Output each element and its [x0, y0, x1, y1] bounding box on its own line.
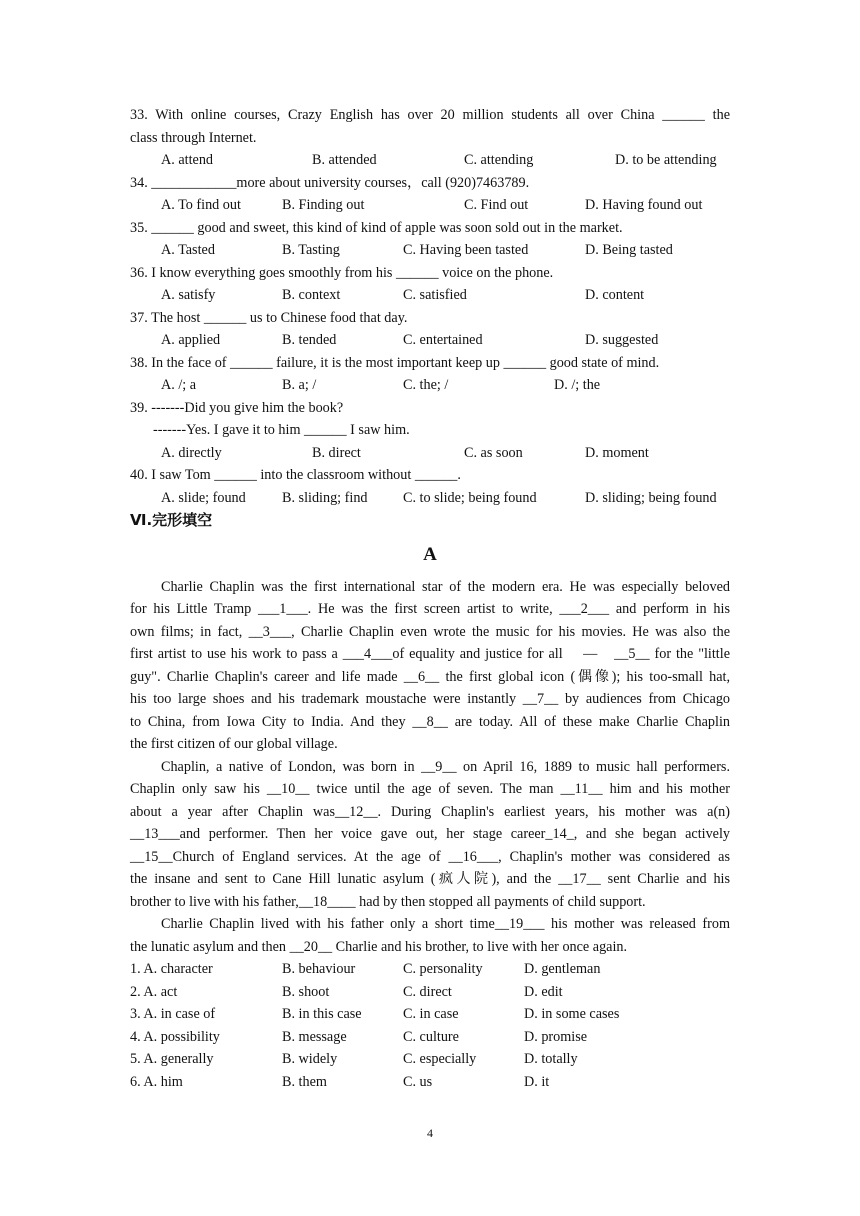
- question-text: 34. ____________more about university courses，call (920)7463789.: [130, 174, 530, 191]
- question-33: [130, 104, 730, 172]
- option-a: 3. A. in case of: [130, 1006, 216, 1022]
- option-d: D. totally: [524, 1051, 578, 1067]
- option-b: B. direct: [312, 444, 361, 461]
- passage-line: the first citizen of our global village.: [130, 736, 338, 752]
- passage-line: the insane and sent to Cane Hill lunatic asylum (疯人院), and the __17__ sent Charlie and his: [130, 871, 730, 887]
- options-row: [130, 194, 730, 217]
- page-number: 4: [427, 1126, 433, 1140]
- options-row: [130, 329, 730, 352]
- passage-line: Chaplin, a native of London, was born in __9__ on April 16, 1889 to music hall performers.: [161, 758, 730, 775]
- option-d: D. it: [524, 1073, 550, 1090]
- passage-paragraph-3: [130, 913, 730, 958]
- question-39: [130, 397, 730, 465]
- option-d: D. edit: [524, 983, 563, 1000]
- question-36: [130, 262, 730, 307]
- passage-line: own films; in fact, __3___, Charlie Chaplin even wrote the music for his movies. He was also the: [130, 623, 730, 640]
- option-b: B. attended: [312, 152, 377, 168]
- question-text: 38. In the face of ______ failure, it is the most important keep up ______ good state of mind.: [130, 354, 660, 371]
- question-text: 33. With online courses, Crazy English has over 20 million students all over China ______ the: [130, 107, 730, 123]
- options-row: [130, 284, 730, 307]
- cloze-option-row: [130, 958, 730, 981]
- passage-line: __15__Church of England services. At the age of __16___, Chaplin's mother was considered as: [130, 848, 730, 865]
- option-a: A. Tasted: [161, 242, 215, 258]
- option-d: D. gentleman: [524, 961, 601, 977]
- cloze-option-row: [130, 1048, 730, 1071]
- question-text: 36. I know everything goes smoothly from his ______ voice on the phone.: [130, 264, 554, 281]
- option-b: B. a; /: [282, 377, 317, 393]
- passage-line: brother to live with his father,__18____ had by then stopped all payments of child support.: [130, 893, 646, 910]
- option-a: 2. A. act: [130, 983, 178, 1000]
- option-a: A. slide; found: [161, 489, 246, 506]
- passage-line: about a year after Chaplin was__12__. During Chaplin's earliest years, his mother was a(n): [130, 803, 730, 820]
- option-b: B. sliding; find: [282, 489, 368, 506]
- option-b: B. context: [282, 287, 341, 303]
- passage-line: __13___and performer. Then her voice gave out, her stage career_14_, and she began actively: [130, 826, 730, 842]
- option-c: C. Find out: [464, 197, 529, 213]
- option-a: A. applied: [161, 332, 221, 348]
- option-c: C. culture: [403, 1028, 459, 1045]
- option-b: B. Tasting: [282, 242, 340, 258]
- document-page: [130, 104, 730, 1093]
- question-text: class through Internet.: [130, 129, 257, 146]
- option-b: B. behaviour: [282, 961, 356, 977]
- option-b: B. tended: [282, 332, 337, 348]
- option-d: D. content: [585, 287, 645, 303]
- option-a: 1. A. character: [130, 961, 213, 977]
- option-a: A. /; a: [161, 377, 197, 393]
- option-d: D. promise: [524, 1028, 588, 1045]
- option-a: A. To find out: [161, 197, 241, 213]
- passage-line: for his Little Tramp ___1___. He was the first screen artist to write, ___2___ and perform in his: [130, 601, 730, 617]
- question-text: 37. The host ______ us to Chinese food that day.: [130, 309, 408, 326]
- question-text: -------Yes. I gave it to him ______ I saw him.: [153, 422, 410, 438]
- option-a: 6. A. him: [130, 1073, 183, 1090]
- question-38: [130, 352, 730, 397]
- options-row: [130, 374, 730, 397]
- option-d: D. /; the: [554, 377, 601, 393]
- options-row: [130, 487, 730, 510]
- passage-line: guy". Charlie Chaplin's career and life made __6__ the first global icon (偶像); his too-small hat,: [130, 668, 730, 685]
- cloze-option-row: [130, 1071, 730, 1094]
- passage-line: Charlie Chaplin lived with his father only a short time__19___ his mother was released from: [161, 916, 730, 932]
- passage-line: first artist to use his work to pass a ___4___of equality and justice for all — __5__ for the "little: [130, 646, 730, 662]
- option-a: 5. A. generally: [130, 1051, 214, 1067]
- question-text: 39. -------Did you give him the book?: [130, 399, 344, 416]
- option-a: 4. A. possibility: [130, 1028, 220, 1045]
- option-a: A. directly: [161, 444, 222, 461]
- option-b: B. shoot: [282, 983, 330, 1000]
- option-c: C. direct: [403, 983, 452, 1000]
- option-b: B. Finding out: [282, 197, 365, 213]
- passage-line: his too large shoes and his trademark moustache were instantly __7__ by audiences from Chicago: [130, 691, 730, 707]
- passage-line: Charlie Chaplin was the first international star of the modern era. He was especially beloved: [161, 578, 730, 595]
- option-c: C. Having been tasted: [403, 242, 529, 258]
- passage-line: the lunatic asylum and then __20__ Charlie and his brother, to live with her once again.: [130, 938, 628, 955]
- question-40: [130, 464, 730, 509]
- option-d: D. moment: [585, 444, 649, 461]
- option-d: D. to be attending: [615, 152, 717, 168]
- options-row: [130, 442, 730, 465]
- option-a: A. attend: [161, 152, 214, 168]
- option-b: B. in this case: [282, 1006, 362, 1022]
- passage-line: Chaplin only saw his __10__ twice until the age of seven. The man __11__ him and his mother: [130, 781, 730, 797]
- passage-paragraph-1: [130, 576, 730, 756]
- cloze-option-row: [130, 1026, 730, 1049]
- options-row: [130, 239, 730, 262]
- option-d: D. Having found out: [585, 197, 703, 213]
- option-c: C. in case: [403, 1006, 459, 1022]
- option-b: B. message: [282, 1028, 347, 1045]
- option-c: C. us: [403, 1073, 433, 1090]
- passage-title: A: [423, 543, 437, 565]
- option-d: D. Being tasted: [585, 242, 673, 258]
- option-c: C. as soon: [464, 444, 523, 461]
- cloze-options: [130, 958, 730, 1093]
- question-text: 35. ______ good and sweet, this kind of kind of apple was soon sold out in the market.: [130, 219, 623, 236]
- option-c: C. especially: [403, 1051, 477, 1067]
- option-c: C. the; /: [403, 377, 449, 393]
- option-c: C. entertained: [403, 332, 483, 348]
- passage-paragraph-2: [130, 756, 730, 914]
- passage-line: to China, from Iowa City to India. And they __8__ are today. All of these make Charlie Chaplin: [130, 713, 730, 730]
- option-c: C. satisfied: [403, 287, 467, 303]
- option-b: B. them: [282, 1073, 327, 1090]
- question-text: 40. I saw Tom ______ into the classroom without ______.: [130, 467, 461, 483]
- option-a: A. satisfy: [161, 287, 216, 303]
- option-b: B. widely: [282, 1051, 338, 1067]
- option-d: D. sliding; being found: [585, 489, 717, 506]
- option-c: C. personality: [403, 961, 483, 977]
- option-d: D. in some cases: [524, 1006, 620, 1022]
- question-34: [130, 172, 730, 217]
- cloze-option-row: [130, 1003, 730, 1026]
- question-35: [130, 217, 730, 262]
- cloze-option-row: [130, 981, 730, 1004]
- options-row: [130, 149, 730, 172]
- option-c: C. attending: [464, 152, 534, 168]
- question-37: [130, 307, 730, 352]
- option-c: C. to slide; being found: [403, 489, 537, 506]
- section-title: Ⅵ.完形填空: [130, 511, 213, 529]
- option-d: D. suggested: [585, 332, 659, 348]
